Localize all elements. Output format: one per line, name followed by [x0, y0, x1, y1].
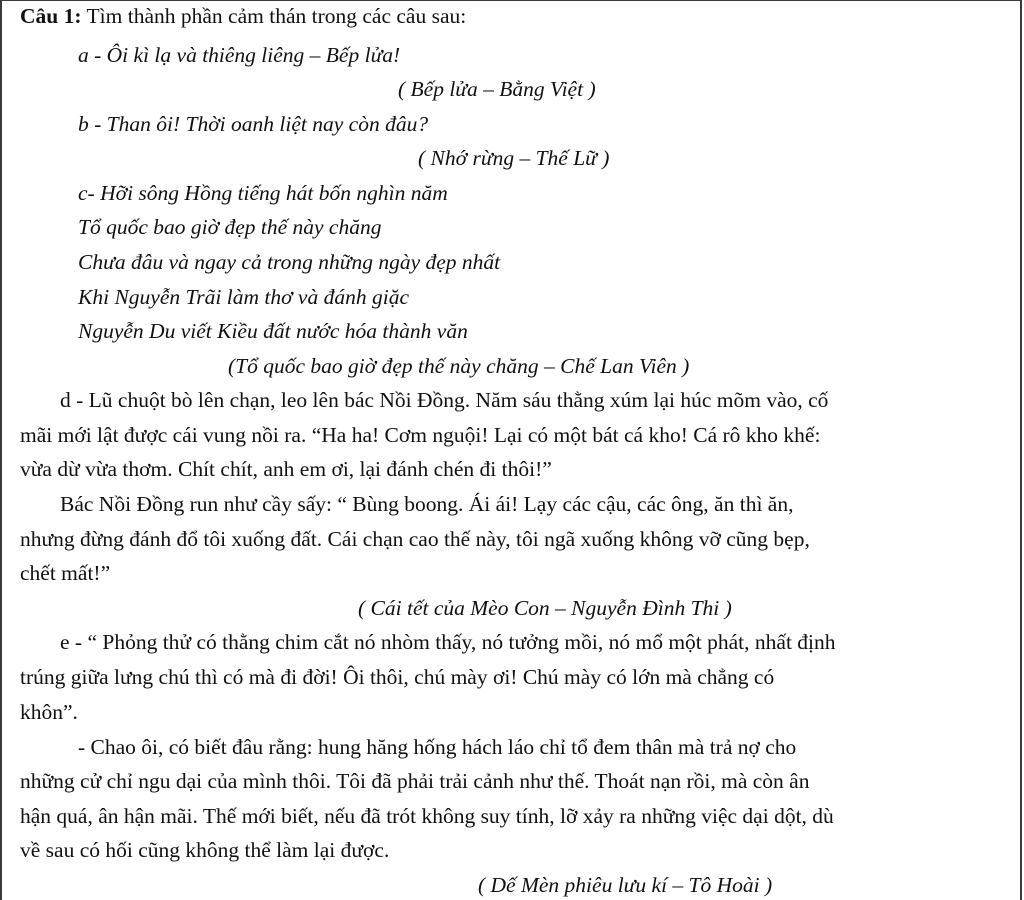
poem-line-3: Chưa đâu và ngay cả trong những ngày đẹp nhất — [78, 250, 501, 274]
paragraph-e2-line-2: những cử chỉ ngu dại của mình thôi. Tôi đã phải trải cảnh như thế. Thoát nạn rồi, mà còn ân — [20, 769, 810, 793]
source-b: ( Nhớ rừng – Thế Lữ ) — [418, 146, 610, 170]
question-line — [20, 6, 466, 28]
paragraph-e-line-2: trúng giữa lưng chú thì có mà đi đời! Ôi thôi, chú mày ơi! Chú mày có lớn mà chẳng có — [20, 665, 775, 689]
question-text: Tìm thành phần cảm thán trong các câu sau: — [81, 4, 467, 28]
question-label: Câu 1: — [20, 4, 82, 28]
paragraph-d-line-3: vừa dừ vừa thơm. Chít chít, anh em ơi, lại đánh chén đi thôi!” — [20, 457, 552, 481]
source-d: ( Cái tết của Mèo Con – Nguyễn Đình Thi ) — [358, 596, 732, 620]
paragraph-d-line-2: mãi mới lật được cái vung nồi ra. “Ha ha! Cơm nguội! Lại có một bát cá kho! Cá rô kho khế: — [20, 423, 821, 447]
poem-line-5: Nguyễn Du viết Kiều đất nước hóa thành văn — [78, 319, 468, 343]
paragraph-e-line-3: khôn”. — [20, 700, 78, 724]
poem-line-4: Khi Nguyễn Trãi làm thơ và đánh giặc — [78, 285, 409, 309]
quote-a: a - Ôi kì lạ và thiêng liêng – Bếp lửa! — [78, 43, 401, 67]
paragraph-e2-line-4: về sau có hối cũng không thể làm lại được. — [20, 838, 390, 862]
quote-b: b - Than ôi! Thời oanh liệt nay còn đâu? — [78, 112, 429, 136]
paragraph-d-line-1: d - Lũ chuột bò lên chạn, leo lên bác Nồi Đồng. Năm sáu thằng xúm lại húc mõm vào, cố — [60, 388, 829, 412]
paragraph-d2-line-3: chết mất!” — [20, 561, 111, 585]
source-e: ( Dế Mèn phiêu lưu kí – Tô Hoài ) — [478, 873, 773, 897]
poem-line-2: Tổ quốc bao giờ đẹp thế này chăng — [78, 215, 382, 239]
source-c: (Tổ quốc bao giờ đẹp thế này chăng – Chế Lan Viên ) — [228, 354, 690, 378]
paragraph-d2-line-1: Bác Nồi Đồng run như cầy sấy: “ Bùng boong. Ái ái! Lạy các cậu, các ông, ăn thì ăn, — [60, 492, 794, 516]
paragraph-e2-line-1: - Chao ôi, có biết đâu rằng: hung hăng hống hách láo chỉ tổ đem thân mà trả nợ cho — [78, 735, 797, 759]
paragraph-e-line-1: e - “ Phỏng thử có thằng chim cắt nó nhòm thấy, nó tưởng mồi, nó mổ một phát, nhất định — [60, 630, 836, 654]
paragraph-e2-line-3: hận quá, ân hận mãi. Thế mới biết, nếu đã trót không suy tính, lỡ xảy ra những việc dại dột, dù — [20, 804, 834, 828]
source-a: ( Bếp lửa – Bằng Việt ) — [398, 77, 596, 101]
poem-line-1: c- Hỡi sông Hồng tiếng hát bốn nghìn năm — [78, 181, 448, 205]
paragraph-d2-line-2: nhưng đừng đánh đổ tôi xuống đất. Cái chạn cao thế này, tôi ngã xuống không vỡ cũng bẹp, — [20, 527, 810, 551]
